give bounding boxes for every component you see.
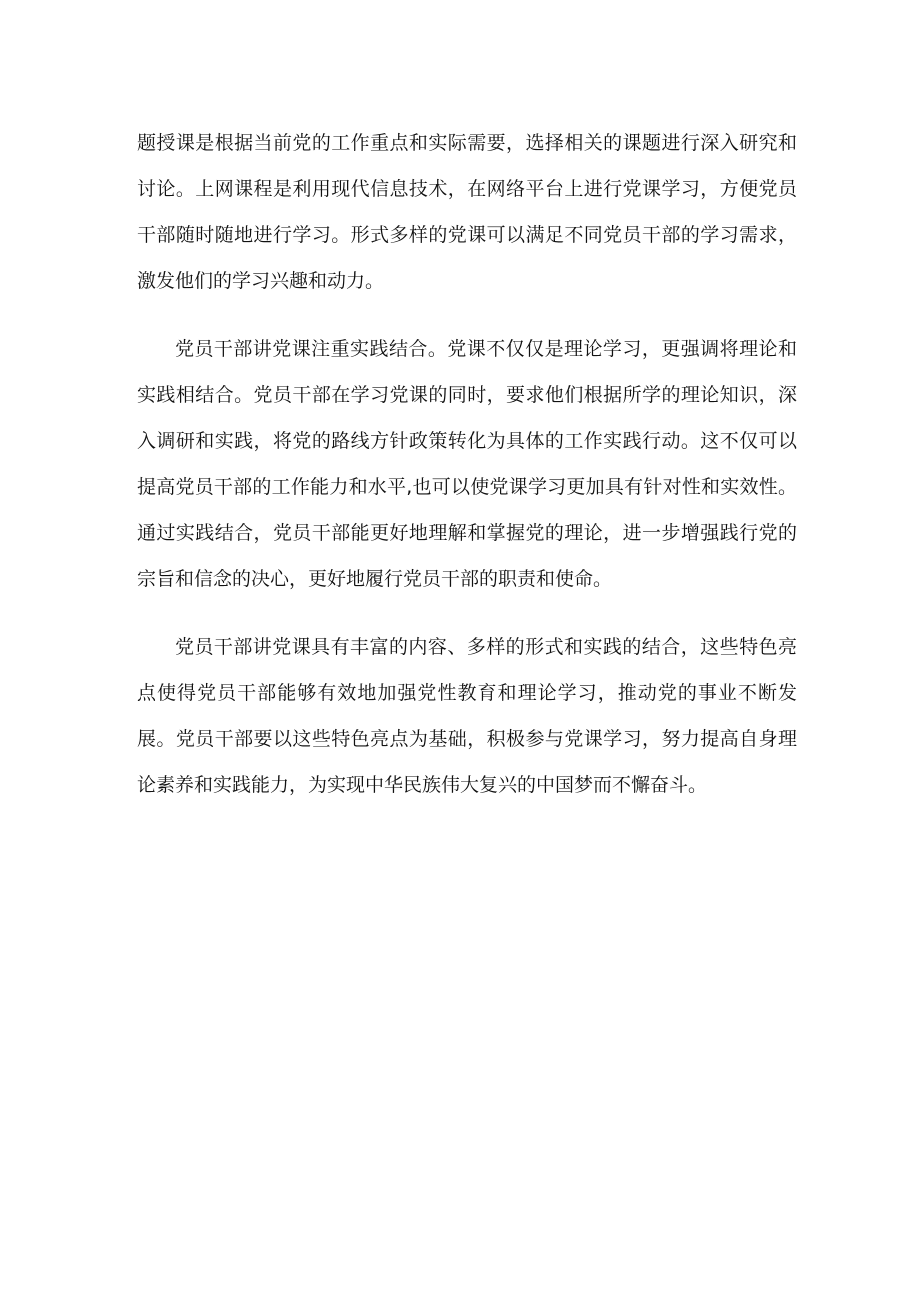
document-body xyxy=(137,120,797,808)
paragraph-1: 题授课是根据当前党的工作重点和实际需要，选择相关的课题进行深入研究和讨论。上网课程是利用现代信息技术，在网络平台上进行党课学习，方便党员干部随时随地进行学习。形式多样的党课可以满足不同党员干部的学习需求，激发他们的学习兴趣和动力。 xyxy=(137,132,797,292)
paragraph-3: 党员干部讲党课具有丰富的内容、多样的形式和实践的结合，这些特色亮点使得党员干部能够有效地加强党性教育和理论学习，推动党的事业不断发展。党员干部要以这些特色亮点为基础，积极参与党课学习，努力提高自身理论素养和实践能力，为实现中华民族伟大复兴的中国梦而不懈奋斗。 xyxy=(137,636,797,796)
paragraph-2: 党员干部讲党课注重实践结合。党课不仅仅是理论学习，更强调将理论和实践相结合。党员干部在学习党课的同时，要求他们根据所学的理论知识，深入调研和实践，将党的路线方针政策转化为具体的工作实践行动。这不仅可以提高党员干部的工作能力和水平,也可以使党课学习更加具有针对性和实效性。通过实践结合，党员干部能更好地理解和掌握党的理论，进一步增强践行党的宗旨和信念的决心，更好地履行党员干部的职责和使命。 xyxy=(137,338,797,590)
